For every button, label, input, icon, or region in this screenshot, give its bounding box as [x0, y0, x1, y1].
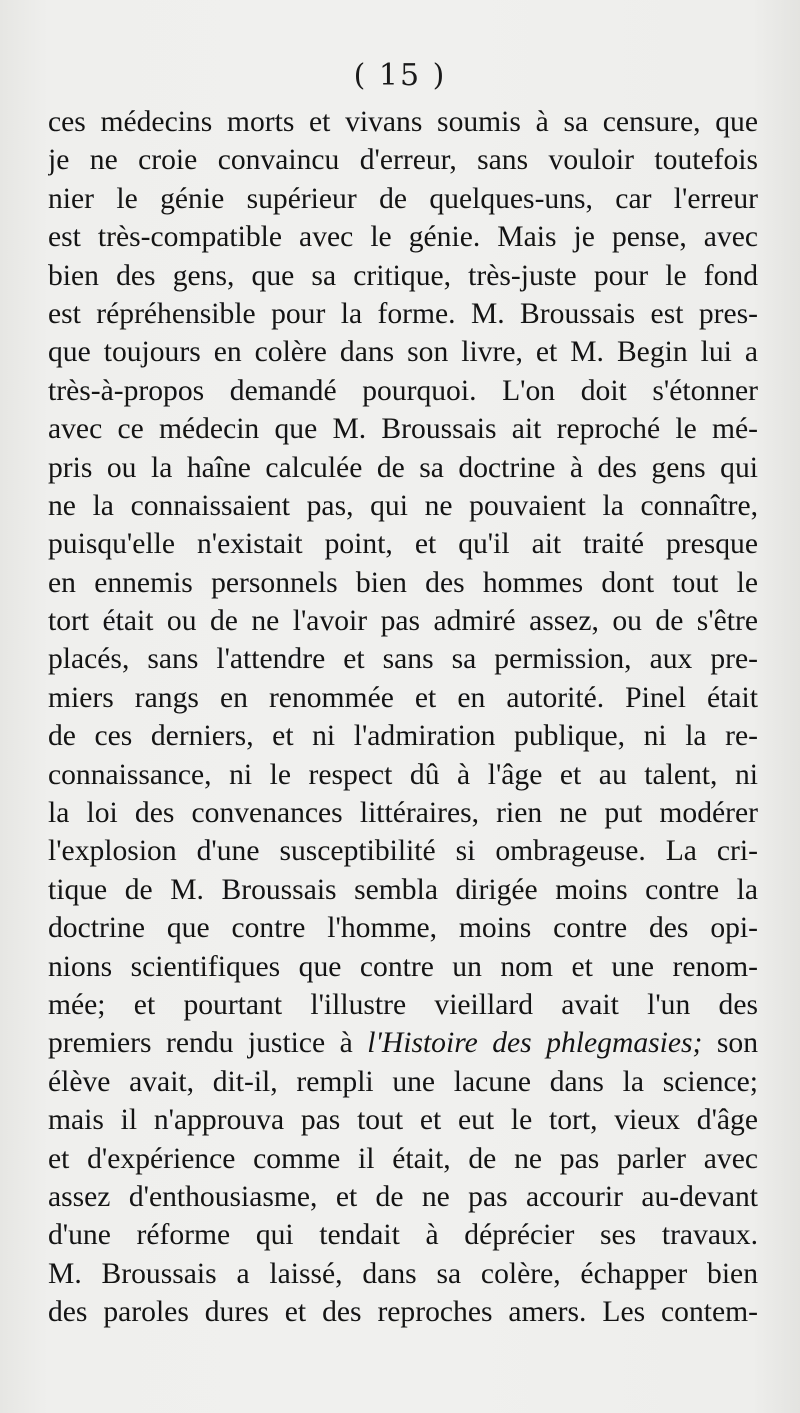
text-line: la loi des convenances littéraires, rien ne put modérer [48, 797, 758, 830]
text-line: d'une réforme qui tendait à déprécier ses travaux. [48, 1219, 758, 1252]
text-line: miers rangs en renommée et en autorité. Pinel était [48, 681, 758, 714]
text-line: ne la connaissaient pas, qui ne pouvaient la connaître, [48, 489, 758, 522]
text-line: est répréhensible pour la forme. M. Broussais est pres- [48, 297, 758, 330]
text-line: et d'expérience comme il était, de ne pas parler avec [48, 1142, 758, 1175]
text-line: l'explosion d'une susceptibilité si ombrageuse. La cri- [48, 835, 758, 868]
text-line: très-à-propos demandé pourquoi. L'on doit s'étonner [48, 374, 758, 407]
text-line: tort était ou de ne l'avoir pas admiré assez, ou de s'être [48, 605, 758, 638]
text-line: pris ou la haîne calculée de sa doctrine à des gens qui [48, 451, 758, 484]
text-line: mée; et pourtant l'illustre vieillard avait l'un des [48, 988, 758, 1021]
text-line: assez d'enthousiasme, et de ne pas accourir au-devant [48, 1180, 758, 1213]
body-text [48, 103, 758, 1332]
text-line: placés, sans l'attendre et sans sa permission, aux pre- [48, 643, 758, 676]
text-line: bien des gens, que sa critique, très-juste pour le fond [48, 259, 758, 292]
text-line: ces médecins morts et vivans soumis à sa censure, que [48, 106, 758, 138]
text-line: connaissance, ni le respect dû à l'âge et au talent, ni [48, 758, 758, 791]
text-line: nier le génie supérieur de quelques-uns, car l'erreur [48, 182, 758, 215]
text-line: je ne croie convaincu d'erreur, sans vouloir toutefois [48, 144, 758, 177]
page-number: ( 15 ) [353, 58, 447, 93]
text-line: élève avait, dit-il, rempli une lacune dans la science; [48, 1065, 758, 1098]
text-line: des paroles dures et des reproches amers. Les contem- [48, 1296, 758, 1329]
text-segment: premiers rendu justice à [48, 1027, 368, 1060]
text-line-with-title [48, 1024, 758, 1062]
text-segment: son [702, 1027, 758, 1060]
text-line: tique de M. Broussais sembla dirigée moins contre la [48, 873, 758, 906]
book-title-italic: l'Histoire des phlegmasies; [367, 1027, 703, 1060]
text-line: en ennemis personnels bien des hommes dont tout le [48, 566, 758, 599]
text-line: doctrine que contre l'homme, moins contre des opi- [48, 912, 758, 945]
text-line: M. Broussais a laissé, dans sa colère, échapper bien [48, 1257, 758, 1290]
text-line: nions scientifiques que contre un nom et une renom- [48, 950, 758, 983]
text-line: avec ce médecin que M. Broussais ait reproché le mé- [48, 413, 758, 446]
text-line: puisqu'elle n'existait point, et qu'il ait traité presque [48, 528, 758, 561]
text-line: de ces derniers, et ni l'admiration publique, ni la re- [48, 720, 758, 753]
text-line: mais il n'approuva pas tout et eut le tort, vieux d'âge [48, 1104, 758, 1137]
text-line: que toujours en colère dans son livre, et M. Begin lui a [48, 336, 758, 369]
text-line: est très-compatible avec le génie. Mais je pense, avec [48, 221, 758, 254]
